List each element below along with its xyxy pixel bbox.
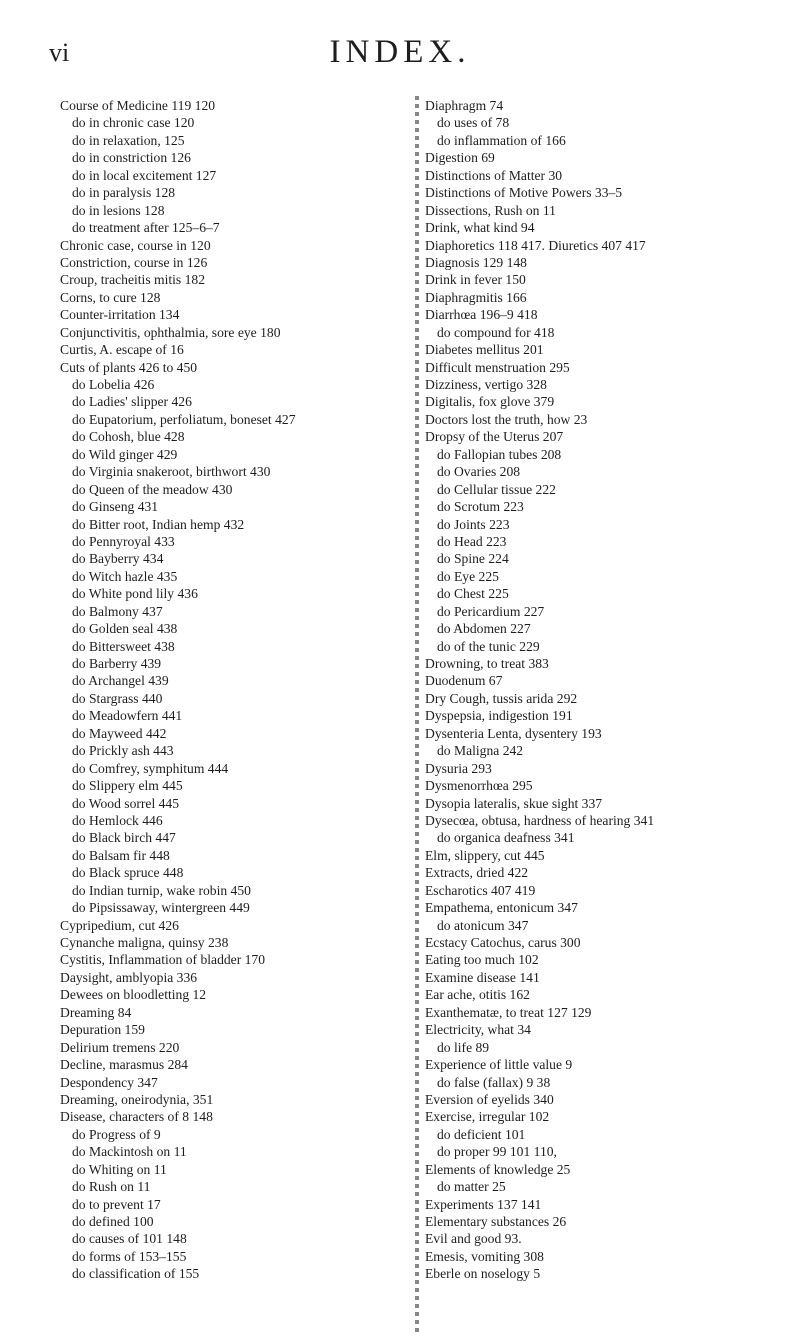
index-entry: Eversion of eyelids 340 (425, 1091, 554, 1107)
index-entry: do inflammation of 166 (437, 132, 566, 148)
index-entry: do proper 99 101 110, (437, 1144, 557, 1160)
index-entry: Electricity, what 34 (425, 1022, 531, 1038)
index-entry: Dysuria 293 (425, 760, 492, 776)
index-entry: do Pennyroyal 433 (72, 533, 175, 549)
index-entry: do to prevent 17 (72, 1196, 161, 1212)
index-entry: Diabetes mellitus 201 (425, 342, 544, 358)
index-entry: Digitalis, fox glove 379 (425, 394, 555, 410)
index-entry: do Abdomen 227 (437, 621, 531, 637)
index-entry: do Ginseng 431 (72, 499, 159, 515)
index-entry: Cuts of plants 426 to 450 (60, 359, 198, 375)
index-entry: do Comfrey, symphitum 444 (72, 760, 229, 776)
index-entry: Diaphragm 74 (425, 98, 504, 113)
index-entry: do Virginia snakeroot, birthwort 430 (72, 464, 271, 480)
index-entry: do causes of 101 148 (72, 1231, 187, 1247)
index-entry: Doctors lost the truth, how 23 (425, 411, 588, 427)
index-entry: Distinctions of Matter 30 (425, 167, 563, 183)
index-entry: do Wild ginger 429 (72, 446, 178, 462)
index-entry: Daysight, amblyopia 336 (60, 969, 198, 985)
index-entry: Evil and good 93. (425, 1231, 522, 1247)
index-entry: do Lobelia 426 (72, 377, 155, 392)
index-entry: Experiments 137 141 (425, 1196, 542, 1212)
page-number: vi (49, 38, 70, 67)
index-entry: Extracts, dried 422 (425, 865, 529, 881)
index-entry: Diarrhœa 196–9 418 (425, 307, 538, 323)
index-entry: Cypripedium, cut 426 (60, 917, 179, 933)
index-entry: Dysmenorrhœa 295 (425, 778, 533, 794)
index-entry: do defined 100 (72, 1214, 154, 1229)
index-entry: do treatment after 125–6–7 (72, 220, 220, 236)
index-entry: Cynanche maligna, quinsy 238 (60, 935, 229, 950)
index-entry: Dysecœa, obtusa, hardness of hearing 341 (425, 812, 655, 828)
index-entry: Examine disease 141 (425, 969, 540, 985)
index-entry: do Rush on 11 (72, 1179, 151, 1195)
index-entry: Distinctions of Motive Powers 33–5 (425, 185, 623, 201)
index-entry: do Barberry 439 (72, 656, 162, 671)
index-entry: do matter 25 (437, 1179, 506, 1195)
index-entry: do in relaxation, 125 (72, 132, 185, 148)
index-entry: do Ovaries 208 (437, 464, 521, 480)
index-entry: do life 89 (437, 1039, 490, 1055)
index-entry: do false (fallax) 9 38 (437, 1074, 551, 1090)
index-entry: Drink in fever 150 (425, 272, 526, 288)
index-entry: Emesis, vomiting 308 (425, 1248, 544, 1264)
index-entry: Dreaming, oneirodynia, 351 (60, 1091, 214, 1107)
index-entry: Constriction, course in 126 (60, 254, 208, 270)
index-entry: Croup, tracheitis mitis 182 (60, 272, 205, 288)
index-entry: Cystitis, Inflammation of bladder 170 (60, 952, 266, 968)
index-entry: do in constriction 126 (72, 150, 191, 166)
index-entry: Drowning, to treat 383 (425, 656, 549, 671)
index-entry: Exercise, irregular 102 (425, 1109, 550, 1125)
index-entry: do Pericardium 227 (437, 603, 545, 619)
index-entry: do Mayweed 442 (72, 725, 167, 741)
index-entry: do Eupatorium, perfoliatum, boneset 427 (72, 411, 296, 427)
index-entry: do Witch hazle 435 (72, 568, 178, 584)
index-entry: do Whiting on 11 (72, 1161, 167, 1177)
index-entry: do Hemlock 446 (72, 812, 163, 828)
index-entry: do in paralysis 128 (72, 185, 176, 201)
index-entry: Dysenteria Lenta, dysentery 193 (425, 725, 602, 741)
index-entry: do Eye 225 (437, 568, 499, 584)
index-entry: Elements of knowledge 25 (425, 1161, 571, 1177)
index-entry: do Black spruce 448 (72, 865, 184, 881)
index-entry: do Black birch 447 (72, 830, 176, 846)
index-entry: do Bitter root, Indian hemp 432 (72, 516, 245, 532)
index-entry: do Fallopian tubes 208 (437, 446, 562, 462)
index-entry: do Chest 225 (437, 586, 509, 602)
index-entry: do Archangel 439 (72, 673, 169, 689)
index-entry: Decline, marasmus 284 (60, 1057, 188, 1073)
index-entry: Dewees on bloodletting 12 (60, 987, 207, 1003)
index-entry: do Cohosh, blue 428 (72, 429, 185, 445)
index-entry: Diaphragmitis 166 (425, 289, 527, 305)
index-entry: Conjunctivitis, ophthalmia, sore eye 180 (60, 324, 281, 340)
index-entry: Curtis, A. escape of 16 (60, 342, 184, 358)
index-entry: Diagnosis 129 148 (425, 254, 527, 270)
index-entry: Eating too much 102 (425, 952, 539, 968)
index-entry: Dreaming 84 (60, 1004, 132, 1020)
index-entry: do in lesions 128 (72, 202, 165, 218)
index-entry: do classification of 155 (72, 1266, 200, 1282)
index-entry: do compound for 418 (437, 324, 555, 340)
index-entry: do Head 223 (437, 533, 507, 549)
index-entry: Experience of little value 9 (425, 1057, 573, 1073)
index-entry: Eberle on noselogy 5 (425, 1266, 541, 1282)
index-entry: Empathema, entonicum 347 (425, 900, 578, 916)
index-entry: Ear ache, otitis 162 (425, 987, 530, 1003)
index-entry: Escharotics 407 419 (425, 882, 536, 898)
index-entry: do Balmony 437 (72, 603, 163, 619)
index-entry: do Stargrass 440 (72, 690, 163, 706)
index-entry: do Wood sorrel 445 (72, 795, 180, 811)
index-entry: do Scrotum 223 (437, 499, 524, 515)
index-entry: do Progress of 9 (72, 1126, 161, 1142)
page-header (0, 34, 800, 84)
index-entry: do Bayberry 434 (72, 551, 164, 567)
index-entry: Elementary substances 26 (425, 1214, 567, 1229)
index-entry: Course of Medicine 119 120 (60, 98, 216, 113)
index-entry: Ecstacy Catochus, carus 300 (425, 935, 581, 950)
index-entry: Drink, what kind 94 (425, 220, 535, 236)
index-entry: do of the tunic 229 (437, 638, 540, 654)
index-entry: Dyspepsia, indigestion 191 (425, 708, 573, 724)
index-entry: Duodenum 67 (425, 673, 503, 689)
index-entry: do atonicum 347 (437, 917, 529, 933)
index-entry: do Queen of the meadow 430 (72, 481, 233, 497)
index-entry: do organica deafness 341 (437, 830, 575, 846)
index-entry: do in local excitement 127 (72, 167, 217, 183)
index-entry: do Pipsissaway, wintergreen 449 (72, 900, 250, 916)
index-entry: do White pond lily 436 (72, 586, 198, 602)
index-entry: do Prickly ash 443 (72, 743, 174, 759)
index-entry: Dysopia lateralis, skue sight 337 (425, 795, 603, 811)
index-entry: do deficient 101 (437, 1126, 526, 1142)
index-entry: Difficult menstruation 295 (425, 359, 570, 375)
index-entry: do Ladies' slipper 426 (72, 394, 192, 410)
index-entry: Despondency 347 (60, 1074, 158, 1090)
index-entry: Diaphoretics 118 417. Diuretics 407 417 (425, 237, 646, 253)
index-column-right (425, 97, 795, 1283)
index-entry: Counter-irritation 134 (60, 307, 180, 323)
index-entry: do Mackintosh on 11 (72, 1144, 187, 1160)
index-entry: Corns, to cure 128 (60, 289, 161, 305)
index-entry: do uses of 78 (437, 115, 510, 131)
index-entry: do Bittersweet 438 (72, 638, 175, 654)
index-column-left (60, 97, 415, 1283)
index-entry: do in chronic case 120 (72, 115, 195, 131)
index-entry: do Cellular tissue 222 (437, 481, 556, 497)
index-entry: do Slippery elm 445 (72, 778, 183, 794)
index-entry: do forms of 153–155 (72, 1248, 187, 1264)
index-entry: do Meadowfern 441 (72, 708, 183, 724)
index-entry: do Spine 224 (437, 551, 509, 567)
index-entry: Depuration 159 (60, 1022, 145, 1038)
index-entry: Digestion 69 (425, 150, 495, 166)
index-entry: Exanthematæ, to treat 127 129 (425, 1004, 592, 1020)
index-entry: do Balsam fir 448 (72, 847, 170, 863)
index-entry: Dissections, Rush on 11 (425, 202, 556, 218)
index-entry: do Golden seal 438 (72, 621, 178, 637)
index-entry: do Maligna 242 (437, 743, 524, 759)
index-entry: Dry Cough, tussis arida 292 (425, 690, 578, 706)
index-entry: Dropsy of the Uterus 207 (425, 429, 564, 445)
index-entry: Dizziness, vertigo 328 (425, 377, 547, 392)
column-divider (415, 96, 419, 1336)
index-entry: Disease, characters of 8 148 (60, 1109, 213, 1125)
index-entry: Delirium tremens 220 (60, 1039, 180, 1055)
index-entry: Chronic case, course in 120 (60, 237, 211, 253)
index-entry: Elm, slippery, cut 445 (425, 847, 545, 863)
index-entry: do Joints 223 (437, 516, 510, 532)
page-title: INDEX. (329, 34, 471, 70)
index-entry: do Indian turnip, wake robin 450 (72, 882, 251, 898)
